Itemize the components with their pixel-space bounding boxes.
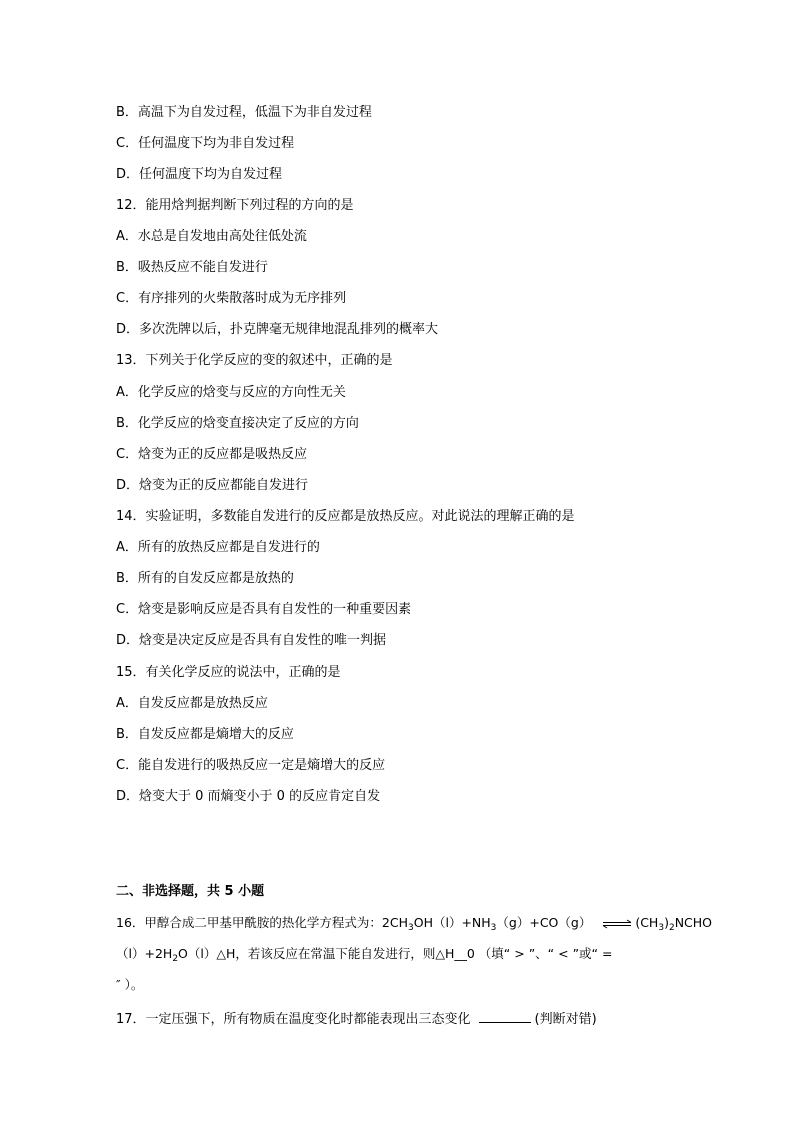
text-line: B．高温下为自发过程，低温下为非自发过程 [116, 105, 372, 120]
option-c: C．焓变是影响反应是否具有自发性的一种重要因素 [116, 602, 412, 617]
question-17 [116, 1010, 597, 1028]
option-c: C．能自发进行的吸热反应一定是熵增大的反应 [116, 758, 386, 773]
option-a: A．所有的放热反应都是自发进行的 [116, 540, 320, 555]
subscript: 2 [172, 954, 179, 964]
question-16-line-1 [116, 915, 712, 931]
option-b: B．吸热反应不能自发进行 [116, 260, 268, 275]
equilibrium-arrow-icon [601, 919, 633, 929]
q16-text: （l）+2H [116, 946, 173, 961]
subscript: 3 [658, 923, 665, 933]
subscript: 3 [490, 923, 497, 933]
option-c: C．有序排列的火柴散落时成为无序排列 [116, 291, 347, 306]
option-a: A．化学反应的焓变与反应的方向性无关 [116, 385, 346, 400]
subscript: 3 [408, 923, 414, 933]
option-d: D．焓变大于 0 而熵变小于 0 的反应肯定自发 [116, 789, 381, 804]
question-15: 15．有关化学反应的说法中，正确的是 [116, 665, 341, 680]
q16-text: NCHO [674, 915, 713, 930]
option-a: A．自发反应都是放热反应 [116, 696, 268, 711]
question-14: 14．实验证明，多数能自发进行的反应都是放热反应。对此说法的理解正确的是 [116, 509, 575, 524]
answer-blank[interactable] [479, 1010, 531, 1023]
option-d: D．焓变是决定反应是否具有自发性的唯一判据 [116, 633, 387, 648]
option-b: B．所有的自发反应都是放热的 [116, 571, 294, 586]
question-16-line-3: ″ ）。 [116, 977, 144, 992]
q16-text: O（l）△H，若该反应在常温下能自发进行，则△H__0 （填“ > ”、“ < ”或“ = [178, 946, 613, 961]
text-line: D．任何温度下均为自发过程 [116, 167, 283, 182]
subscript: 2 [668, 923, 675, 933]
option-c: C．焓变为正的反应都是吸热反应 [116, 447, 308, 462]
option-b: B．自发反应都是熵增大的反应 [116, 727, 294, 742]
q16-text: (CH [635, 915, 659, 930]
q16-text: 16．甲醇合成二甲基甲酰胺的热化学方程式为：2CH [116, 915, 408, 930]
option-d: D．多次洗牌以后，扑克牌毫无规律地混乱排列的概率大 [116, 322, 439, 337]
option-b: B．化学反应的焓变直接决定了反应的方向 [116, 416, 359, 431]
q17-suffix: (判断对错) [534, 1012, 597, 1027]
question-12: 12．能用焓判据判断下列过程的方向的是 [116, 198, 354, 213]
question-13: 13．下列关于化学反应的变的叙述中，正确的是 [116, 353, 393, 368]
q16-text: OH（l）+NH [413, 915, 491, 930]
text-line: C．任何温度下均为非自发过程 [116, 136, 295, 151]
q16-text: （g）+CO（g） [496, 915, 592, 930]
q17-text: 17．一定压强下，所有物质在温度变化时都能表现出三态变化 [116, 1012, 471, 1027]
section-title: 二、非选择题，共 5 小题 [116, 884, 265, 899]
option-a: A．水总是自发地由高处往低处流 [116, 229, 307, 244]
q16-text: ) [664, 915, 669, 930]
question-16-line-2 [116, 946, 612, 962]
option-d: D．焓变为正的反应都能自发进行 [116, 478, 309, 493]
